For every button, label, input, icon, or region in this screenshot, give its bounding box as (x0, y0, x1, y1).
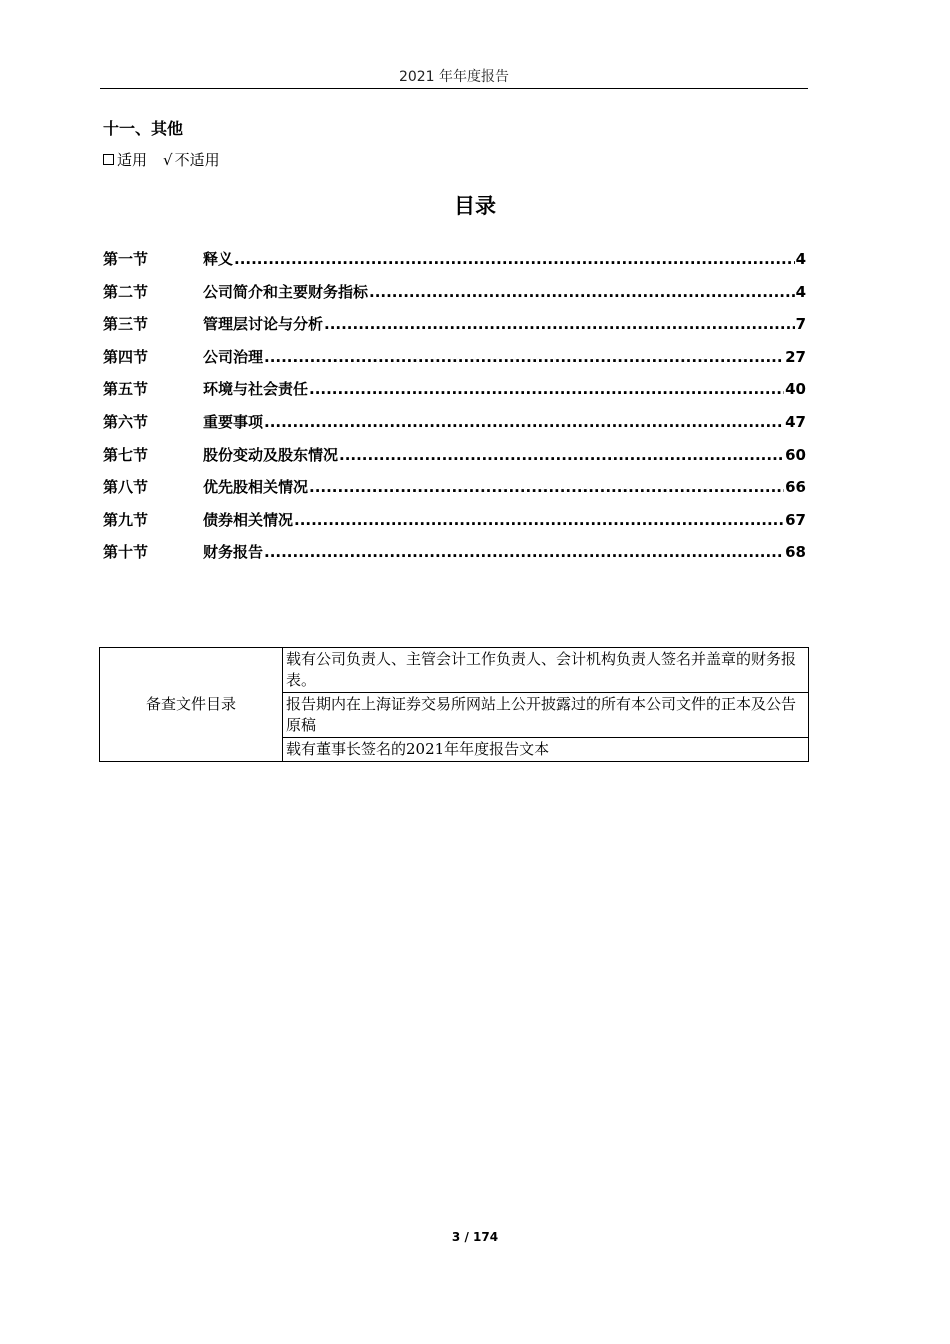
toc-section-name: 释义 (203, 250, 234, 268)
toc-row[interactable] (103, 444, 806, 477)
toc-section-number: 第六节 (103, 412, 149, 431)
header-divider (100, 88, 808, 89)
toc-dot-leader (294, 511, 784, 529)
toc-row[interactable] (103, 509, 806, 542)
applicability-options (103, 149, 220, 170)
toc-section-number: 第七节 (103, 445, 149, 464)
toc-row[interactable] (103, 346, 806, 379)
toc-section-name: 管理层讨论与分析 (203, 315, 324, 334)
toc-section-name: 优先股相关情况 (203, 478, 309, 497)
reference-doc-item: 报告期内在上海证券交易所网站上公开披露过的所有本公司文件的正本及公告原稿 (283, 693, 809, 738)
toc-page-number: 60 (785, 445, 806, 464)
toc-page-number: 4 (795, 282, 806, 301)
toc-title: 目录 (454, 194, 496, 218)
toc-section-name: 公司治理 (203, 347, 264, 366)
toc-page-number: 67 (785, 510, 806, 529)
toc-row[interactable] (103, 411, 806, 444)
unchecked-box-icon (103, 154, 114, 165)
toc-page-number: 7 (795, 315, 806, 334)
reference-documents-table (99, 647, 809, 762)
toc-page-number: 47 (785, 412, 806, 431)
toc-page-number: 68 (785, 543, 806, 562)
checkmark-icon: √ (163, 150, 173, 169)
toc-dot-leader (264, 348, 784, 366)
toc-section-number: 第一节 (103, 250, 149, 268)
toc-section-number: 第十节 (103, 543, 149, 562)
reference-doc-item: 载有公司负责人、主管会计工作负责人、会计机构负责人签名并盖章的财务报表。 (283, 648, 809, 693)
toc-dot-leader (324, 315, 795, 333)
table-of-contents (103, 248, 806, 574)
toc-row[interactable] (103, 313, 806, 346)
toc-row[interactable] (103, 378, 806, 411)
toc-row[interactable] (103, 541, 806, 574)
not-applicable-label: 不适用 (174, 151, 220, 169)
toc-section-name: 重要事项 (203, 412, 264, 431)
table-row (100, 648, 809, 693)
toc-section-number: 第九节 (103, 510, 149, 529)
toc-row[interactable] (103, 248, 806, 281)
toc-section-number: 第二节 (103, 282, 149, 301)
toc-dot-leader (264, 543, 784, 561)
toc-section-name: 环境与社会责任 (203, 380, 309, 399)
toc-section-number: 第三节 (103, 315, 149, 334)
toc-row[interactable] (103, 476, 806, 509)
toc-dot-leader (234, 250, 795, 268)
page-indicator: 3 / 174 (451, 1230, 499, 1244)
toc-row[interactable] (103, 281, 806, 314)
toc-page-number: 4 (795, 250, 806, 268)
toc-dot-leader (309, 380, 784, 398)
toc-page-number: 40 (785, 380, 806, 399)
toc-section-name: 债券相关情况 (203, 510, 294, 529)
toc-dot-leader (339, 446, 784, 464)
applicable-label: 适用 (117, 151, 148, 169)
page-header: 2021 年年度报告 (398, 69, 510, 85)
toc-section-number: 第八节 (103, 478, 149, 497)
toc-section-number: 第四节 (103, 347, 149, 366)
reference-docs-label: 备查文件目录 (100, 648, 283, 762)
toc-dot-leader (309, 478, 784, 496)
toc-section-name: 财务报告 (203, 543, 264, 562)
toc-page-number: 66 (785, 478, 806, 497)
toc-page-number: 27 (785, 347, 806, 366)
reference-doc-item: 载有董事长签名的2021年年度报告文本 (283, 738, 809, 762)
section-heading: 十一、其他 (103, 119, 184, 138)
toc-section-name: 公司简介和主要财务指标 (203, 282, 369, 301)
toc-dot-leader (369, 283, 795, 301)
toc-section-number: 第五节 (103, 380, 149, 399)
toc-dot-leader (264, 413, 784, 431)
toc-section-name: 股份变动及股东情况 (203, 445, 339, 464)
